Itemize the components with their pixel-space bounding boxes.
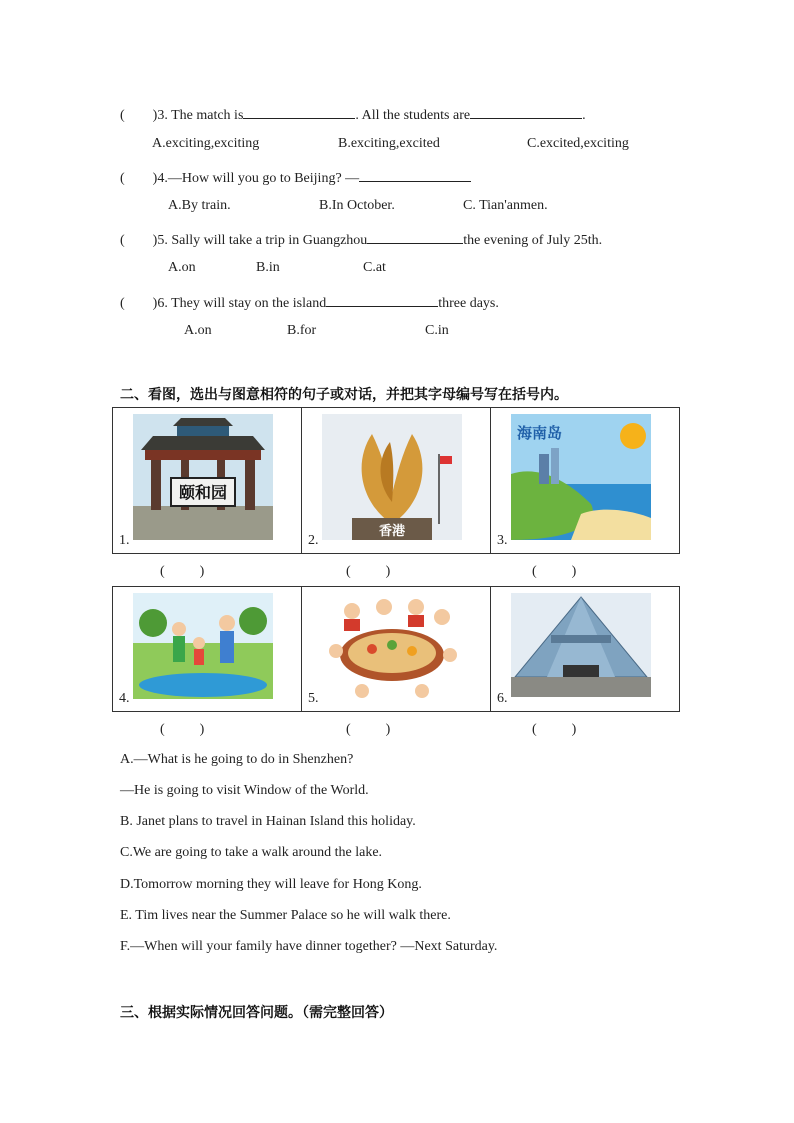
- picture-grid-row-1: [112, 407, 680, 554]
- picture-cell-6: [491, 587, 680, 712]
- answer-blank: [367, 229, 463, 244]
- family-walk-picture: [133, 593, 273, 699]
- picture-cell-3: [491, 408, 680, 554]
- question-6: ( )6. They will stay on the island three days.: [120, 292, 499, 312]
- answer-paren: ( ): [120, 171, 158, 186]
- answer-blank: [243, 104, 355, 119]
- window-of-the-world-picture: [511, 593, 651, 697]
- sentence-d: D.Tomorrow morning they will leave for Hong Kong.: [120, 877, 422, 892]
- option-c: C.excited,exciting: [527, 136, 629, 151]
- bauhinia-picture: [322, 414, 462, 540]
- option-b: B.in: [256, 260, 280, 275]
- question-5: ( )5. Sally will take a trip in Guangzhou the evening of July 25th.: [120, 229, 602, 249]
- option-b: B.exciting,excited: [338, 136, 440, 151]
- picture-number: 4.: [119, 691, 130, 706]
- option-b: B.for: [287, 323, 317, 338]
- hainan-island-picture: [511, 414, 651, 540]
- picture-cell-5: [302, 587, 491, 712]
- picture-number: 1.: [119, 533, 130, 548]
- picture-grid-row-2: [112, 586, 680, 712]
- picture-number: 3.: [497, 533, 508, 548]
- answer-paren: ( ): [120, 296, 158, 311]
- picture-cell-4: [113, 587, 302, 712]
- picture-number: 5.: [308, 691, 319, 706]
- sentence-e: E. Tim lives near the Summer Palace so he will walk there.: [120, 908, 451, 923]
- answer-paren-5[interactable]: ( ): [346, 722, 391, 737]
- answer-blank: [470, 104, 582, 119]
- summer-palace-picture: [133, 414, 273, 540]
- section-3-heading: 三、根据实际情况回答问题。（需完整回答）: [120, 1005, 393, 1021]
- picture-number: 2.: [308, 533, 319, 548]
- sentence-f: F.—When will your family have dinner together? —Next Saturday.: [120, 939, 498, 954]
- sentence-a-a: —He is going to visit Window of the World.: [120, 783, 369, 798]
- option-c: C.at: [363, 260, 386, 275]
- section-2-heading: 二、看图，选出与图意相符的句子或对话，并把其字母编号写在括号内。: [120, 387, 568, 403]
- answer-paren-1[interactable]: ( ): [160, 564, 205, 579]
- answer-paren-6[interactable]: ( ): [532, 722, 577, 737]
- sentence-b: B. Janet plans to travel in Hainan Island this holiday.: [120, 814, 416, 829]
- answer-paren: ( ): [120, 233, 158, 248]
- sentence-a-q: A.—What is he going to do in Shenzhen?: [120, 752, 354, 767]
- option-b: B.In October.: [319, 198, 395, 213]
- question-4: ( )4.—How will you go to Beijing? —: [120, 167, 471, 187]
- family-dinner-picture: [322, 593, 462, 703]
- option-c: C.in: [425, 323, 449, 338]
- answer-paren-2[interactable]: ( ): [346, 564, 391, 579]
- sentence-c: C.We are going to take a walk around the lake.: [120, 845, 383, 860]
- option-a: A.exciting,exciting: [152, 136, 260, 151]
- answer-blank: [326, 292, 438, 307]
- option-a: A.By train.: [168, 198, 231, 213]
- sign-text: 香港: [378, 524, 406, 539]
- sign-text: 海南岛: [517, 424, 563, 442]
- option-a: A.on: [168, 260, 196, 275]
- picture-cell-2: [302, 408, 491, 554]
- question-3: ( )3. The match is . All the students are .: [120, 104, 586, 124]
- sign-text: 颐和园: [178, 483, 228, 502]
- option-a: A.on: [184, 323, 212, 338]
- answer-paren: ( ): [120, 108, 158, 123]
- picture-cell-1: [113, 408, 302, 554]
- option-c: C. Tian'anmen.: [463, 198, 548, 213]
- answer-blank: [359, 167, 471, 182]
- picture-number: 6.: [497, 691, 508, 706]
- answer-paren-3[interactable]: ( ): [532, 564, 577, 579]
- answer-paren-4[interactable]: ( ): [160, 722, 205, 737]
